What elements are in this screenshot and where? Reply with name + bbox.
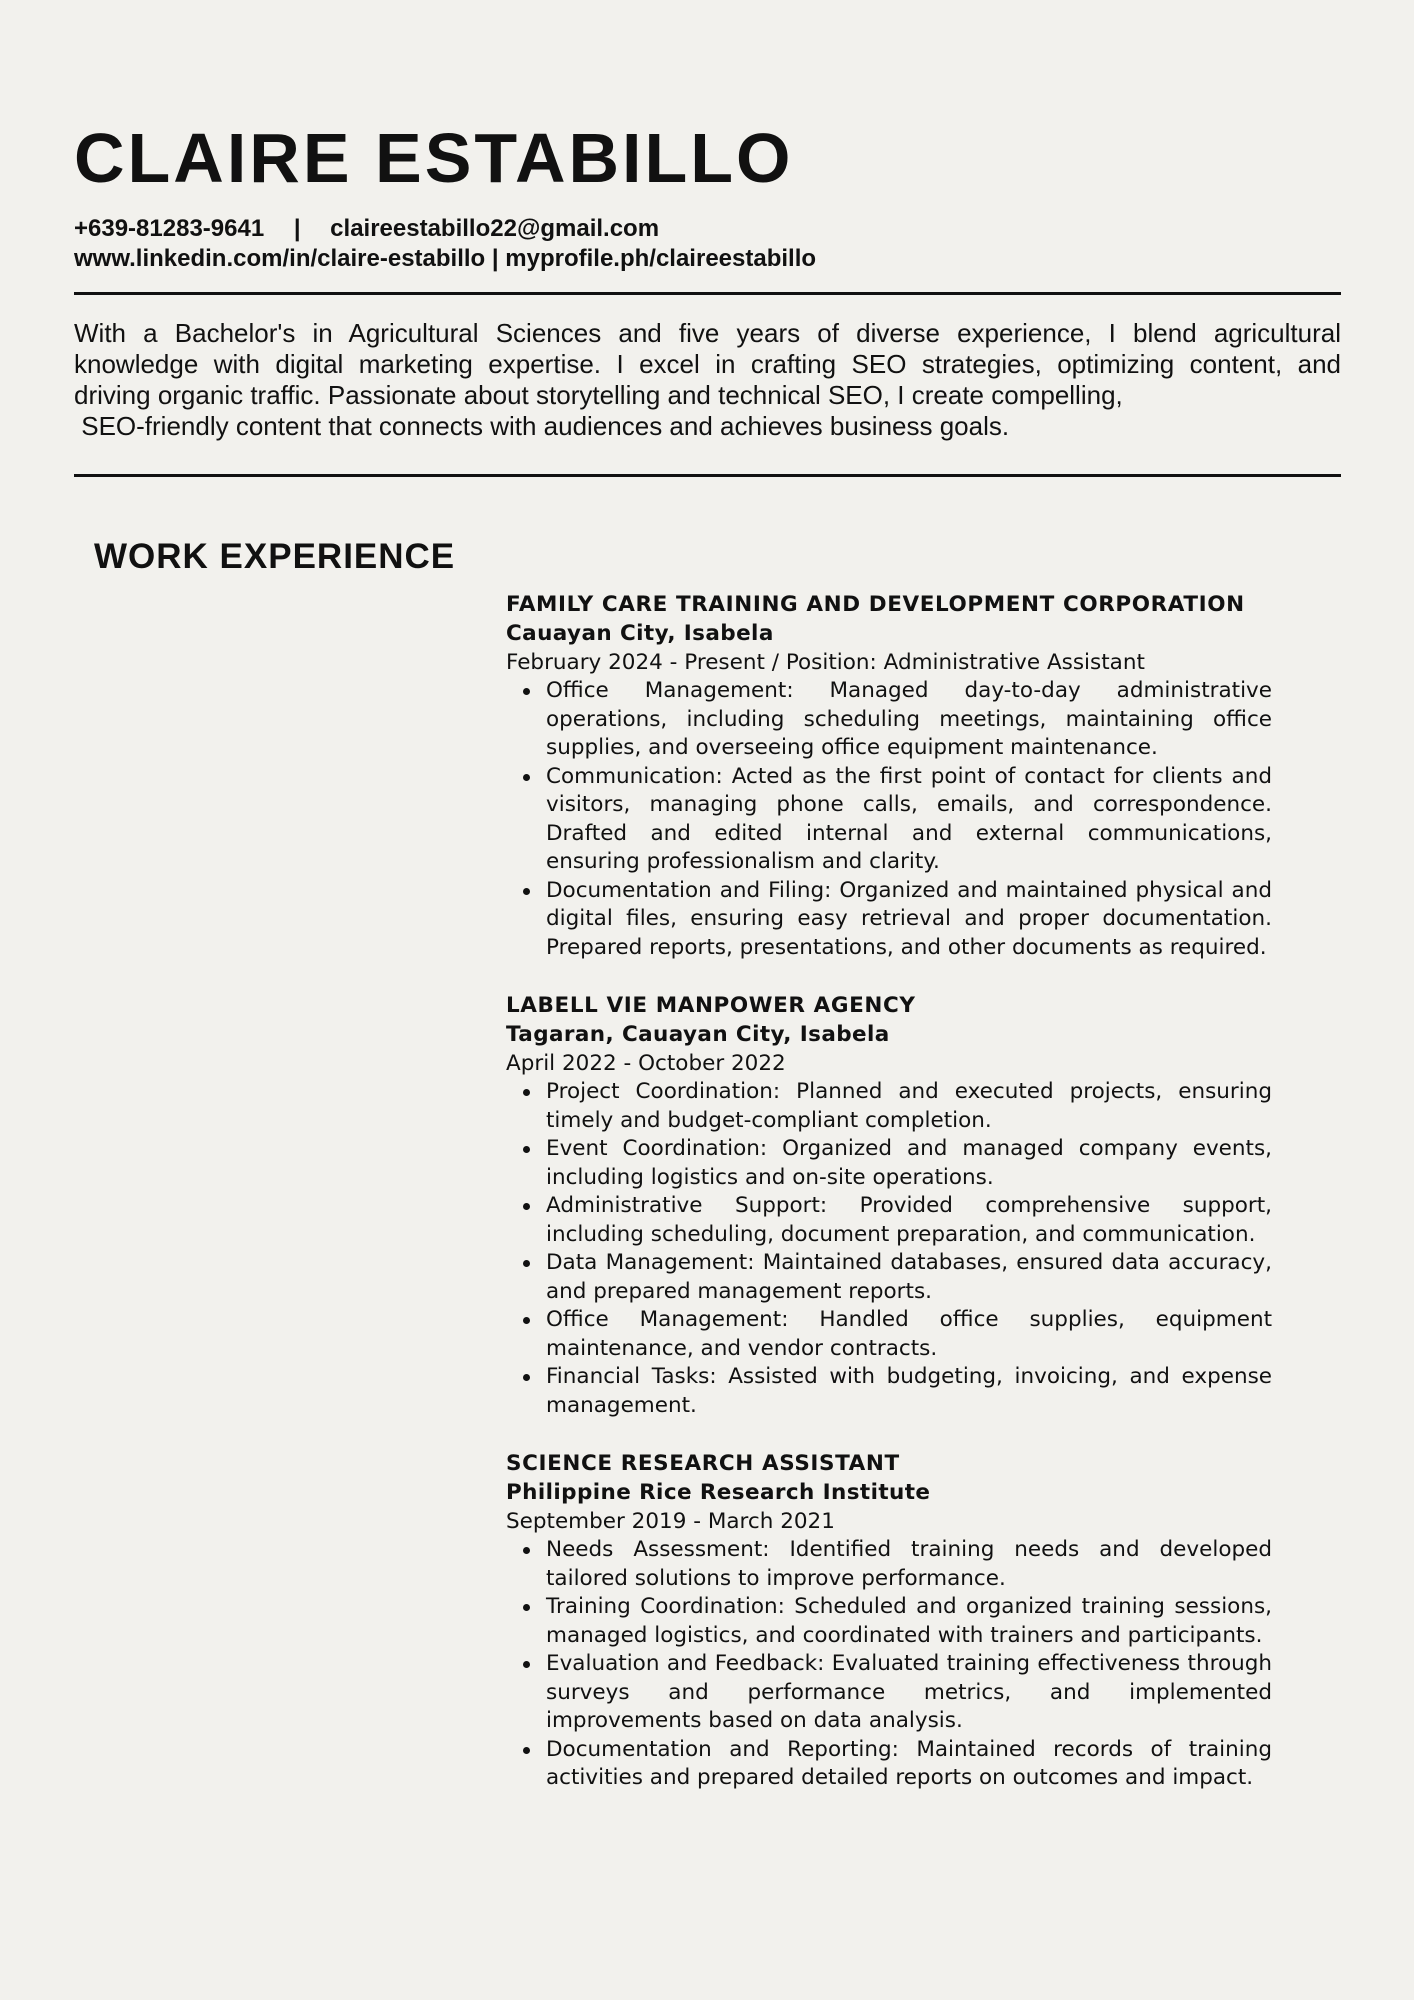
summary-line: knowledge with digital marketing expertise. I excel in crafting SEO strategies, optimizing content, and: [74, 349, 1341, 379]
job-dates: April 2022 - October 2022: [506, 1051, 786, 1076]
duty-item: Data Management: Maintained databases, ensured data accuracy, and prepared management reports.: [506, 1249, 1272, 1306]
job-location: Tagaran, Cauayan City, Isabela: [506, 1022, 890, 1047]
duty-item: Documentation and Filing: Organized and maintained physical and digital files, ensuring easy retrieval and proper documentation. Prepared reports, presentations, and other documents as required.: [506, 877, 1272, 963]
work-experience-list: [506, 590, 1272, 1822]
email-address: claireestabillo22@gmail.com: [330, 215, 660, 242]
phone-number: +639-81283-9641: [74, 215, 265, 242]
job-duties: [506, 1536, 1272, 1793]
job-location: Cauayan City, Isabela: [506, 621, 774, 646]
duty-item: Financial Tasks: Assisted with budgeting, invoicing, and expense management.: [506, 1363, 1272, 1420]
professional-summary: [74, 318, 1341, 442]
job-duties: [506, 677, 1272, 962]
job-title: FAMILY CARE TRAINING AND DEVELOPMENT CORPORATION: [506, 592, 1245, 617]
contact-block: [74, 214, 816, 274]
job-duties: [506, 1078, 1272, 1420]
duty-item: Documentation and Reporting: Maintained records of training activities and prepared detailed reports on outcomes and impact.: [506, 1736, 1272, 1793]
contact-separator: |: [293, 215, 301, 242]
summary-line: SEO-friendly content that connects with audiences and achieves business goals.: [74, 411, 1010, 441]
summary-line: driving organic traffic. Passionate about storytelling and technical SEO, I create compelling,: [74, 380, 1123, 410]
job-dates: February 2024 - Present / Position: Administrative Assistant: [506, 650, 1145, 675]
duty-item: Needs Assessment: Identified training needs and developed tailored solutions to improve performance.: [506, 1536, 1272, 1593]
candidate-name: CLAIRE ESTABILLO: [74, 119, 794, 197]
profile-links: www.linkedin.com/in/claire-estabillo | myprofile.ph/claireestabillo: [74, 245, 817, 272]
duty-item: Training Coordination: Scheduled and organized training sessions, managed logistics, and coordinated with trainers and participants.: [506, 1593, 1272, 1650]
job-entry: [506, 991, 1272, 1420]
summary-divider: [74, 474, 1341, 477]
job-entry: [506, 590, 1272, 962]
duty-item: Communication: Acted as the first point of contact for clients and visitors, managing phone calls, emails, and correspondence. Drafted and edited internal and external communications, ensuring professionalism and clarity.: [506, 763, 1272, 877]
duty-item: Project Coordination: Planned and executed projects, ensuring timely and budget-compliant completion.: [506, 1078, 1272, 1135]
duty-item: Evaluation and Feedback: Evaluated training effectiveness through surveys and performance metrics, and implemented improvements based on data analysis.: [506, 1650, 1272, 1736]
duty-item: Office Management: Managed day-to-day administrative operations, including scheduling meetings, maintaining office supplies, and overseeing office equipment maintenance.: [506, 677, 1272, 763]
job-dates: September 2019 - March 2021: [506, 1509, 835, 1534]
duty-item: Event Coordination: Organized and managed company events, including logistics and on-site operations.: [506, 1135, 1272, 1192]
duty-item: Office Management: Handled office supplies, equipment maintenance, and vendor contracts.: [506, 1306, 1272, 1363]
header-divider: [74, 292, 1341, 295]
job-title: SCIENCE RESEARCH ASSISTANT: [506, 1451, 900, 1476]
job-entry: [506, 1449, 1272, 1793]
job-title: LABELL VIE MANPOWER AGENCY: [506, 993, 916, 1018]
work-experience-heading: WORK EXPERIENCE: [94, 537, 456, 576]
duty-item: Administrative Support: Provided comprehensive support, including scheduling, document preparation, and communication.: [506, 1192, 1272, 1249]
job-location: Philippine Rice Research Institute: [506, 1480, 931, 1505]
contact-line-primary: [74, 214, 816, 244]
summary-line: With a Bachelor's in Agricultural Sciences and five years of diverse experience, I blend agricultural: [74, 318, 1341, 348]
